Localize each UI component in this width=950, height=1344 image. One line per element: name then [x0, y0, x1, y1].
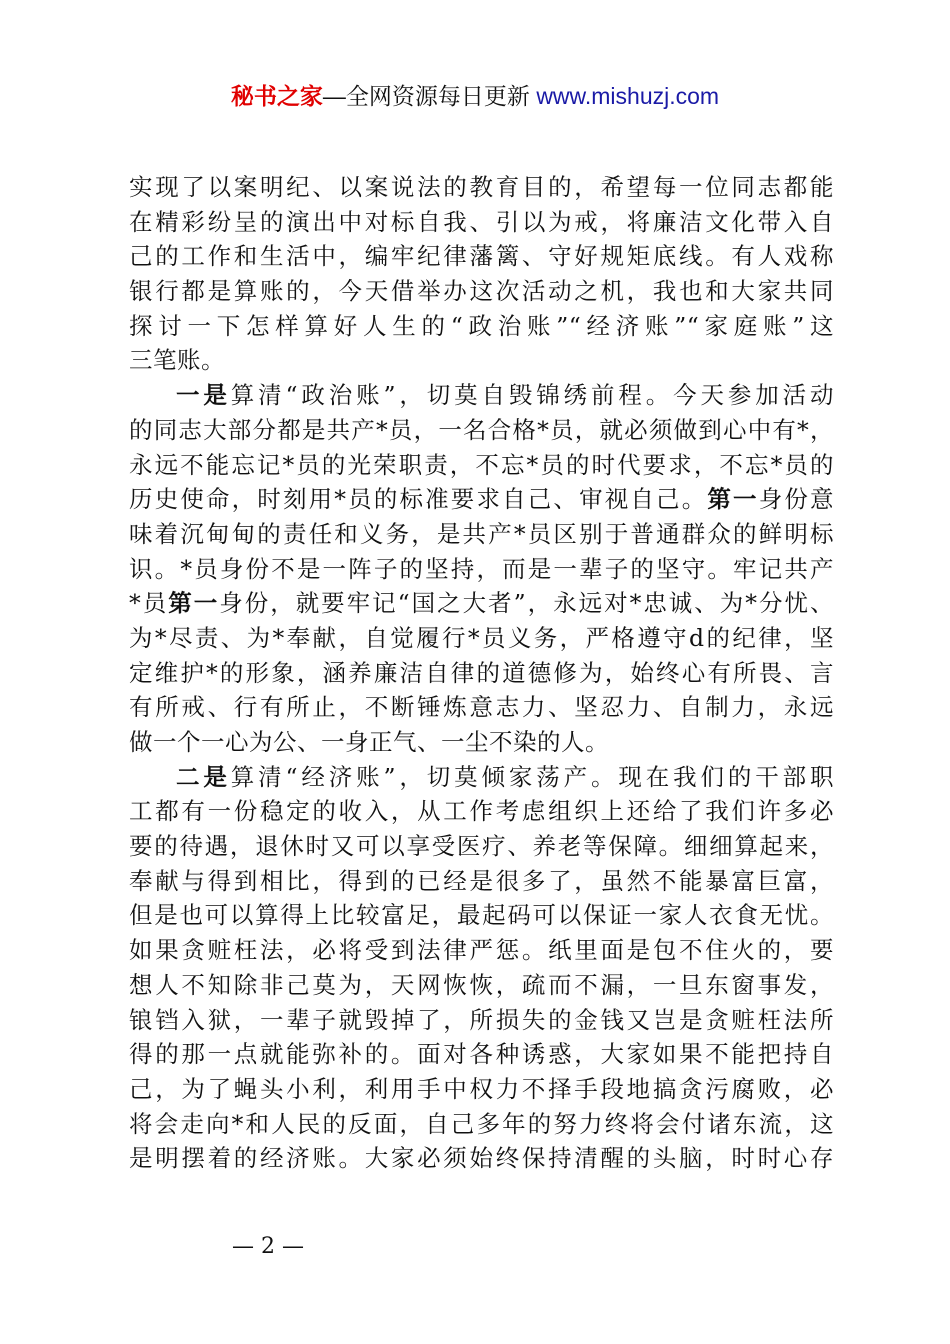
text-segment: 己，为了蝇头小利，利用手中权力不择手段地搞贪污腐败，必: [129, 1074, 834, 1103]
text-line: [129, 1107, 834, 1142]
text-segment: 但是也可以算得上比较富足，最起码可以保证一家人衣食无忧。: [129, 901, 834, 930]
text-line: [129, 170, 834, 205]
text-segment: 历史使命，时刻用*员的标准要求自己、审视自己。: [129, 485, 708, 514]
text-line: [129, 552, 834, 587]
text-line: [129, 898, 834, 933]
text-segment: 工都有一份稳定的收入，从工作考虑组织上还给了我们许多必: [129, 797, 834, 826]
text-segment: 要的待遇，退休时又可以享受医疗、养老等保障。细细算起来，: [129, 832, 834, 861]
text-segment: 如果贪赃枉法，必将受到法律严惩。纸里面是包不住火的，要: [129, 936, 834, 965]
text-segment: *员: [129, 589, 169, 618]
text-segment: 想人不知除非己莫为，天网恢恢，疏而不漏，一旦东窗事发，: [129, 970, 834, 999]
text-line: [129, 1141, 834, 1176]
bold-text-segment: 第一: [707, 485, 759, 514]
site-tagline: —全网资源每日更新: [322, 83, 537, 109]
text-line: [129, 482, 834, 517]
text-line: [129, 274, 834, 309]
text-segment: 在精彩纷呈的演出中对标自我、引以为戒，将廉洁文化带入自: [129, 207, 834, 236]
text-segment: 算清“政治账”，切莫自毁锦绣前程。今天参加活动: [230, 381, 834, 410]
text-line: [129, 448, 834, 483]
text-segment: 锒铛入狱，一辈子就毁掉了，所损失的金钱又岂是贪赃枉法所: [129, 1005, 834, 1034]
text-segment: 有所戒、行有所止，不断锤炼意志力、坚忍力、自制力，永远: [129, 693, 834, 722]
text-line: [129, 760, 834, 795]
text-line: [129, 239, 834, 274]
text-segment: 永远不能忘记*员的光荣职责，不忘*员的时代要求，不忘*员的: [129, 450, 834, 479]
text-line: [129, 1003, 834, 1038]
text-segment: 己的工作和生活中，编牢纪律藩篱、守好规矩底线。有人戏称: [129, 242, 834, 271]
text-line: [129, 378, 834, 413]
text-segment: 探讨一下怎样算好人生的“政治账”“经济账”“家庭账”这: [129, 311, 834, 340]
text-line: [129, 517, 834, 552]
text-segment: 银行都是算账的，今天借举办这次活动之机，我也和大家共同: [129, 277, 834, 306]
text-segment: 三笔账。: [129, 346, 225, 375]
text-line: [129, 829, 834, 864]
text-line: [129, 968, 834, 1003]
text-segment: 定维护*的形象，涵养廉洁自律的道德修为，始终心有所畏、言: [129, 658, 834, 687]
site-url-link[interactable]: www.mishuzj.com: [536, 83, 720, 109]
bold-text-segment: 二是: [176, 762, 231, 791]
text-segment: 识。*员身份不是一阵子的坚持，而是一辈子的坚守。牢记共产: [129, 554, 834, 583]
text-line: [129, 586, 834, 621]
text-segment: 为*尽责、为*奉献，自觉履行*员义务，严格遵守d的纪律，坚: [129, 623, 834, 652]
text-segment: 奉献与得到相比，得到的已经是很多了，虽然不能暴富巨富，: [129, 866, 834, 895]
text-line: [129, 794, 834, 829]
text-line: [129, 309, 834, 344]
text-segment: 算清“经济账”，切莫倾家荡产。现在我们的干部职: [230, 762, 834, 791]
text-line: [129, 656, 834, 691]
text-line: [129, 690, 834, 725]
text-line: [129, 621, 834, 656]
text-line: [129, 864, 834, 899]
text-segment: 得的那一点就能弥补的。面对各种诱惑，大家如果不能把持自: [129, 1040, 834, 1069]
text-segment: 做一个一心为公、一身正气、一尘不染的人。: [129, 728, 609, 756]
text-segment: 味着沉甸甸的责任和义务，是共产*员区别于普通群众的鲜明标: [129, 519, 834, 548]
document-body: [129, 170, 834, 1176]
text-segment: 的同志大部分都是共产*员，一名合格*员，就必须做到心中有*，: [129, 415, 834, 444]
text-line: [129, 413, 834, 448]
text-line: [129, 725, 834, 760]
site-banner: [0, 80, 950, 112]
text-line: [129, 343, 834, 378]
bold-text-segment: 第一: [168, 589, 220, 618]
text-segment: 身份意: [758, 485, 835, 514]
text-line: [129, 1072, 834, 1107]
text-segment: 实现了以案明纪、以案说法的教育目的，希望每一位同志都能: [129, 173, 834, 201]
text-line: [129, 1037, 834, 1072]
page-number: — 2 —: [232, 1234, 304, 1259]
site-brand: 秘书之家: [230, 83, 323, 109]
text-segment: 将会走向*和人民的反面，自己多年的努力终将会付诸东流，这: [129, 1109, 834, 1138]
text-line: [129, 205, 834, 240]
text-line: [129, 933, 834, 968]
text-segment: 是明摆着的经济账。大家必须始终保持清醒的头脑，时时心存: [129, 1144, 834, 1173]
bold-text-segment: 一是: [176, 381, 231, 410]
text-segment: 身份，就要牢记“国之大者”，永远对*忠诚、为*分忧、: [219, 589, 835, 618]
